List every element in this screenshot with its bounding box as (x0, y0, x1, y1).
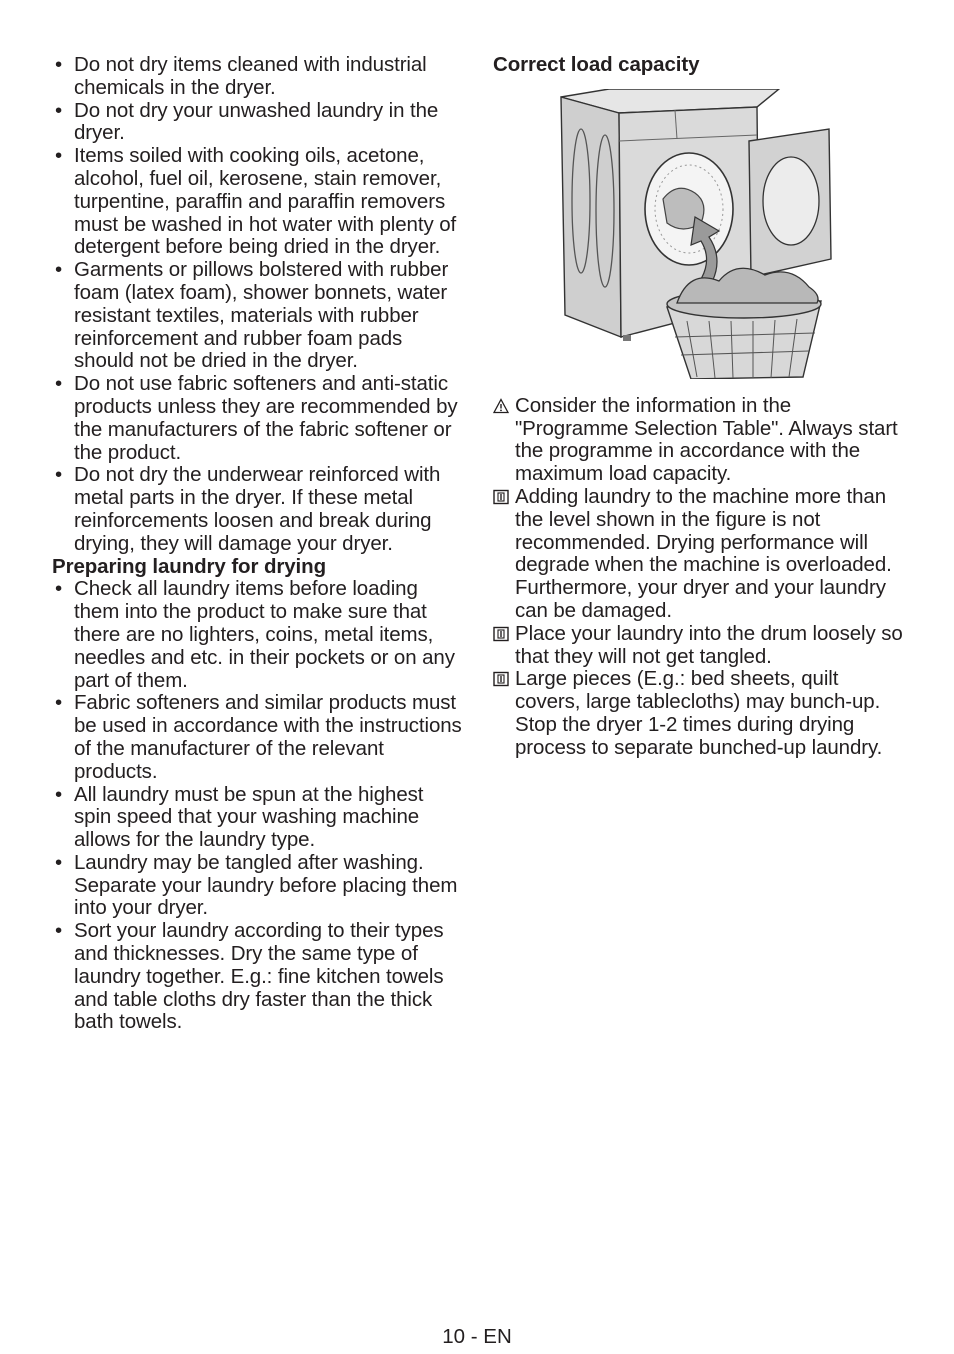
note-list (493, 395, 905, 760)
info-icon (493, 626, 509, 642)
list-item: • Do not dry the underwear reinforced with metal parts in the dryer. If these metal reinforcements loosen and break during drying, they will damage your dryer. (52, 464, 464, 555)
note-item-info (493, 623, 905, 669)
section-heading-load-capacity: Correct load capacity (493, 53, 700, 76)
info-icon (493, 489, 509, 505)
bullet-list-cautions (52, 54, 464, 556)
note-item-info (493, 486, 905, 623)
list-item: • Sort your laundry according to their types and thicknesses. Dry the same type of laundry together. E.g.: fine kitchen towels and table cloths dry faster than the thick bath towels. (52, 920, 464, 1034)
dryer-side-panel (561, 97, 621, 337)
list-item: • Check all laundry items before loading them into the product to make sure that there are no lighters, coins, metal items, needles and etc. in their pockets or on any part of them. (52, 578, 464, 692)
list-item: • Do not dry your unwashed laundry in the dryer. (52, 100, 464, 146)
left-column (52, 54, 464, 1034)
info-icon (493, 671, 509, 687)
list-item: • Fabric softeners and similar products must be used in accordance with the instructions of the manufacturer of the relevant products. (52, 692, 464, 783)
list-item: • All laundry must be spun at the highest spin speed that your washing machine allows for the laundry type. (52, 784, 464, 852)
dryer-with-laundry-basket-icon (559, 89, 839, 379)
note-item-warning (493, 395, 905, 486)
list-item: • Do not use fabric softeners and anti-static products unless they are recommended by the manufacturers of the fabric softener or the product. (52, 373, 464, 464)
right-column (493, 54, 905, 760)
note-text: Place your laundry into the drum loosely so that they will not get tangled. (515, 621, 903, 668)
warning-triangle-icon (493, 398, 509, 414)
note-text: Large pieces (E.g.: bed sheets, quilt covers, large tablecloths) may bunch-up. Stop the dryer 1-2 times during drying process to separate bunched-up laundry. (515, 667, 883, 759)
list-item: • Do not dry items cleaned with industrial chemicals in the dryer. (52, 54, 464, 100)
note-item-info (493, 668, 905, 759)
list-item: • Items soiled with cooking oils, acetone, alcohol, fuel oil, kerosene, stain remover, turpentine, paraffin and paraffin removers must be washed in hot water with plenty of detergent before being dried in the dryer. (52, 145, 464, 259)
dryer-loading-illustration (559, 89, 839, 379)
bullet-list-preparing (52, 578, 464, 1034)
note-text: Adding laundry to the machine more than the level shown in the figure is not recommended. Drying performance will degrade when the machine is overloaded. Furthermore, your dryer and your laundry can be damaged. (515, 484, 892, 622)
section-heading-preparing-laundry: Preparing laundry for drying (52, 554, 326, 578)
note-text: Consider the information in the "Programme Selection Table". Always start the programme in accordance with the maximum load capacity. (515, 393, 898, 486)
list-item: • Garments or pillows bolstered with rubber foam (latex foam), shower bonnets, water resistant textiles, materials with rubber reinforcement and rubber foam pads should not be dried in the dryer. (52, 259, 464, 373)
list-item: • Laundry may be tangled after washing. Separate your laundry before placing them into your dryer. (52, 852, 464, 920)
page-number: 10 - EN (442, 1325, 512, 1348)
door-window (763, 157, 819, 245)
